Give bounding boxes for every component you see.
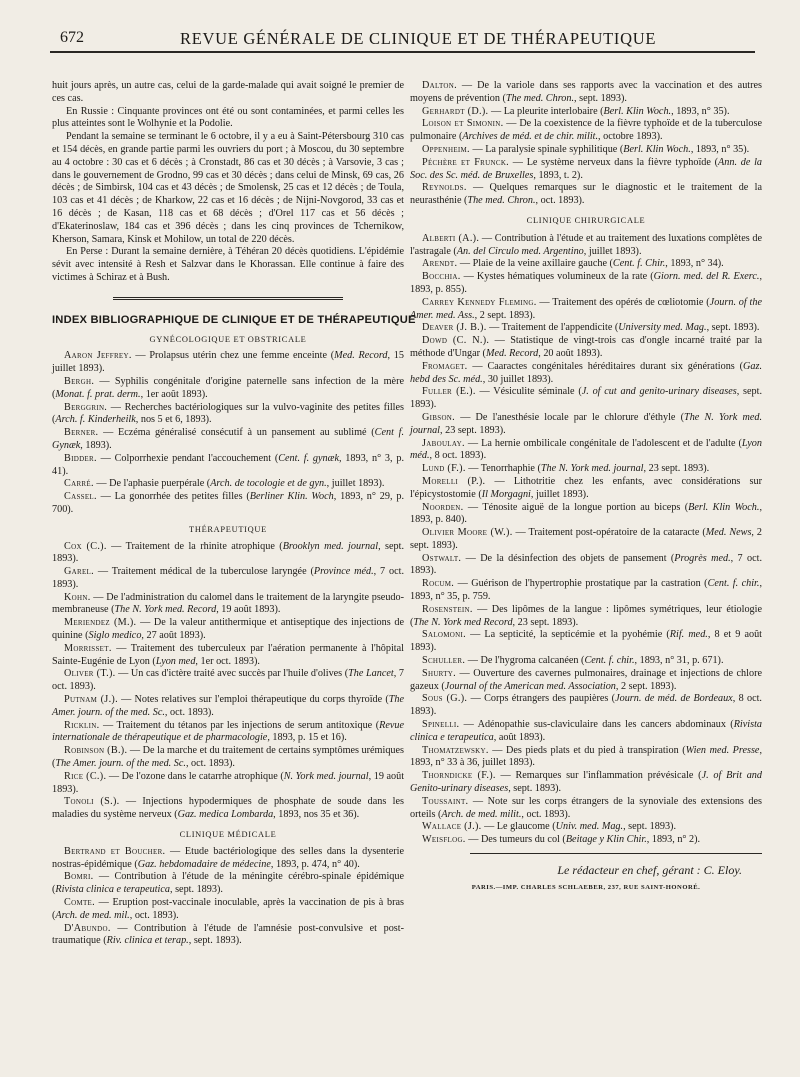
header-rule (50, 51, 755, 53)
entry-reference: , oct. 1893). (185, 758, 235, 770)
bibliography-entry (410, 476, 762, 502)
entry-reference: , 7 oct. 1893). (410, 552, 762, 577)
bibliography-entry (410, 693, 762, 719)
entry-author: Morrisset. (64, 642, 112, 654)
entry-title: — Syphilis congénitale d'origine paternelle sans infection de la mère ( (52, 375, 404, 400)
right-column (410, 80, 762, 895)
entry-reference: , 1893, p. 855). (410, 271, 762, 295)
entry-journal: Monat. f. prat. derm. (55, 388, 141, 400)
entry-author: Kohn. (64, 591, 91, 603)
bibliography-entry (410, 144, 762, 157)
entry-title: — Kystes hématiques volumineux de la rate ( (460, 271, 654, 283)
section-title: CLINIQUE CHIRURGICALE (526, 215, 646, 225)
bibliography-entry (410, 322, 762, 335)
entry-author: Oliver (T.). (64, 668, 116, 680)
entry-journal: Journal of the American med. Association (444, 680, 616, 692)
bibliography-entry (52, 376, 404, 402)
entry-journal: N. York med. journal (283, 770, 369, 782)
entry-journal: Med. Record (334, 350, 388, 362)
entry-journal: Arch. f. Kinderheilk (55, 414, 136, 426)
bibliography-entry (52, 871, 404, 897)
entry-author: Aaron Jeffrey. (64, 350, 132, 362)
entry-title: — Traitement post-opératoire de la cataracte ( (512, 527, 706, 539)
entry-title: — Contribution à l'étude de l'amnésie post-convulsive et post-traumatique ( (52, 922, 404, 947)
bibliography-entry (410, 258, 762, 271)
entry-title: — La pleurite interlobaire ( (488, 105, 604, 117)
entry-journal: Riv. clinica et terap. (106, 935, 189, 947)
entry-reference: , 1893, n° 3, p. 41). (52, 452, 404, 477)
entry-journal: Giorn. med. del R. Exerc. (653, 271, 760, 283)
entry-reference: , 7 oct. 1893). (52, 668, 404, 693)
bibliography-entry (410, 527, 762, 553)
entry-journal: Cent. f. chir. (707, 578, 760, 590)
entry-author: Gerhardt (D.). (422, 105, 489, 117)
bibliography-entry (410, 629, 762, 655)
entry-author: Garel. (64, 566, 94, 578)
entry-title: — Colporrhexie pendant l'accouchement ( (96, 452, 279, 464)
entry-reference: , sept. 1893). (52, 540, 405, 565)
running-title: REVUE GÉNÉRALE DE CLINIQUE ET DE THÉRAPEUTIQUE (180, 29, 657, 48)
entry-reference: , 1er août 1893). (140, 388, 208, 400)
entry-journal: The N. York med. journal (410, 411, 763, 436)
entry-reference: , juillet 1893). (583, 245, 642, 257)
entry-reference: , 7 oct. 1893). (52, 566, 404, 590)
entry-author: Schuller. (422, 655, 466, 667)
entry-journal: An. del Circulo med. Argentino (456, 245, 584, 257)
entry-title: — De la coexistence de la fièvre typhoïde et de la tuberculose pulmonaire ( (410, 118, 762, 143)
entry-reference: , sept. 1893). (574, 92, 627, 104)
entry-journal: Rivista clinica e terapeutica (55, 884, 170, 896)
entry-title: — De la valeur antithermique et antiseptique des injections de quinine ( (52, 617, 404, 642)
bibliography-entry (410, 361, 762, 387)
entry-author: Toussaint. (422, 795, 469, 807)
entry-title: — Recherches bactériologiques sur la vulvo-vaginite des petites filles ( (52, 401, 404, 426)
bibliography-entry (52, 402, 404, 428)
bibliography-entry (410, 386, 762, 412)
entry-title: — Tenorrhaphie ( (465, 463, 541, 475)
section-separator (113, 297, 343, 300)
entry-author: Gibson. (422, 411, 456, 423)
entry-author: Ostwalt. (422, 552, 462, 564)
bibliography-entry (52, 491, 404, 517)
entry-title: — Corps étrangers des paupières ( (467, 693, 616, 705)
bibliography-entry (410, 80, 762, 106)
entry-reference: , octobre 1893). (598, 131, 663, 143)
entry-journal: Wien med. Presse (685, 744, 760, 756)
bibliography-entry (410, 157, 762, 183)
entry-title: — Ouverture des cavernes pulmonaires, drainage et injections de chlore gazeux ( (410, 667, 762, 692)
entry-author: Berggrin. (64, 401, 108, 413)
entry-reference: , 8 oct. 1893). (410, 693, 762, 718)
entry-author: Bocchia. (422, 271, 461, 283)
bibliography-entry (410, 553, 762, 579)
entry-reference: , oct. 1893). (535, 195, 585, 207)
entry-title: — Eruption post-vaccinale inoculable, après la vaccination de pis à bras ( (52, 897, 404, 921)
bibliography-entry (52, 643, 404, 669)
bibliography-entry (52, 923, 404, 949)
entry-title: — Le système nerveux dans la fièvre typhoïde ( (509, 156, 719, 168)
bibliography-entry (410, 668, 762, 694)
page-number: 672 (60, 29, 84, 46)
entry-reference: , 1893, n° 35). (690, 143, 750, 155)
entry-reference: , 1893, n° 33 à 36, juillet 1893). (410, 744, 763, 769)
entry-journal: Siglo medico (88, 630, 142, 642)
entry-author: Shurty. (422, 667, 457, 679)
entry-title: — De l'ozone dans le catarrhe atrophique ( (106, 770, 284, 782)
entry-reference: , août 1893). (493, 731, 546, 743)
entry-journal: Med. Record (485, 347, 539, 359)
bibliography-entry (410, 745, 762, 771)
entry-author: Alberti (A.). (422, 232, 480, 244)
entry-author: Thomatzewsky. (422, 744, 489, 756)
bibliography-entry (410, 297, 762, 323)
entry-author: Putnam (J.). (64, 694, 118, 706)
entry-title: — De l'administration du calomel dans le traitement de la laryngite pseudo-membraneuse ( (52, 591, 404, 616)
bibliography-entry (52, 427, 404, 453)
entry-author: Reynolds. (422, 182, 467, 194)
entry-reference: , 2 sept. 1893). (410, 527, 762, 551)
entry-title: — Notes relatives sur l'emploi thérapeutique du corps thyroïde ( (117, 694, 389, 706)
printer-imprint: PARIS.—IMP. CHARLES SCHLAEBER, 237, RUE SAINT-HONORÉ. (471, 883, 701, 891)
entry-reference: , 1893, p. 840). (410, 501, 762, 526)
entry-reference: , sept. 1893). (706, 322, 760, 334)
entry-title: — Ténosite aiguë de la longue portion au biceps ( (463, 501, 689, 513)
entry-title: — Contribution à l'étude de la méningite cérébro-spinale épidémique ( (52, 871, 404, 896)
entry-journal: Arch. de tocologie et de gyn. (210, 478, 327, 490)
bibliography-entry (52, 668, 404, 694)
bibliography-entry (52, 541, 404, 567)
index-title: INDEX BIBLIOGRAPHIQUE DE CLINIQUE ET DE THÉRAPEUTIQUE (52, 313, 416, 326)
entry-journal: Il Morgagni (481, 488, 531, 500)
entry-journal: Gaz. medica Lombarda (177, 809, 274, 821)
entry-author: Lund (F.). (422, 463, 466, 475)
bibliography-entry (410, 463, 762, 476)
bibliography-entry (52, 694, 404, 720)
bibliography-entry (52, 897, 404, 923)
entry-journal: The N. York med. Record (114, 604, 217, 616)
bibliography-entry (410, 578, 762, 604)
entry-author: Dowd (C. N.). (422, 335, 490, 347)
entry-journal: Rif. med. (669, 629, 708, 641)
bibliography-entry (410, 796, 762, 822)
entry-title: — Traitement médical de la tuberculose laryngée ( (93, 566, 314, 578)
entry-reference: , 19 août 1893). (52, 770, 405, 795)
entry-title: — Caaractes congénitales héréditaires durant six générations ( (467, 360, 744, 372)
bibliography-entry (52, 592, 404, 618)
entry-author: Cox (C.). (64, 540, 107, 552)
entry-reference: , 1893, n° 34). (665, 258, 724, 270)
entry-title: — Etude bactériologique des selles dans la dysenterie nostras-épidémique ( (52, 845, 404, 870)
entry-author: Fromaget. (422, 360, 468, 372)
entry-title: — Le glaucome ( (481, 821, 556, 833)
entry-reference: , 1893, n° 35, p. 759. (410, 578, 762, 603)
bibliography-entry (410, 118, 762, 144)
entry-reference: , sept. 1893). (508, 783, 562, 795)
bibliography-entry (52, 453, 404, 479)
entry-reference: , 1893, n° 2). (646, 834, 701, 846)
entry-author: Morelli (P.). (422, 475, 486, 487)
entry-title: — Adénopathie sus-claviculaire dans les cancers abdominaux ( (459, 719, 734, 731)
entry-author: Bergh. (64, 375, 95, 387)
entry-journal: Brooklyn med. journal (282, 540, 379, 552)
section-title: CLINIQUE MÉDICALE (179, 830, 277, 840)
entry-reference: , 15 juillet 1893). (52, 350, 404, 375)
index-entries-surgical (410, 233, 762, 847)
bibliography-entry (52, 478, 404, 491)
entry-reference: , oct. 1893). (129, 909, 179, 921)
entry-title: — De l'aphasie puerpérale ( (93, 478, 211, 490)
entry-author: Weisflog. (422, 834, 466, 846)
entry-title: — De la variole dans ses rapports avec la vaccination et des autres moyens de prévention ( (410, 80, 762, 104)
index-entries-medical-continued (410, 80, 762, 208)
report-paragraph: En Russie : Cinquante provinces ont été ou sont contaminées, et parmi celles les plus atteintes sont le Wolhynie et la Podolie. (52, 105, 404, 130)
section-title: GYNÉCOLOGIQUE ET OBSTRICALE (149, 334, 307, 344)
entry-reference: , 8 oct. 1893). (429, 450, 487, 462)
entry-reference: , 27 août 1893). (141, 630, 206, 642)
entry-author: Sous (G.). (422, 693, 468, 705)
entry-reference: , 1893). (80, 439, 112, 451)
entry-journal: Province méd. (313, 566, 374, 578)
section-title: THÉRAPEUTIQUE (189, 524, 267, 534)
entry-author: Thorndicke (F.). (422, 770, 496, 782)
entry-reference: , 1893, nos 35 et 36). (273, 809, 360, 821)
bibliography-entry (410, 719, 762, 745)
page-header (50, 26, 755, 50)
entry-author: Carré. (64, 478, 94, 490)
entry-reference: , 1893, t. 2). (533, 169, 583, 181)
report-paragraph: Pendant la semaine se terminant le 6 octobre, il y a eu à Saint-Pétersbourg 310 cas et 154 décès, en grande partie parmi les ouvriers du port ; à Moscou, du 30 septembre au 4 octobre : 30 cas et 6 décès ; à Cronstadt, 86 cas et 30 décès ; à Varsovie, 3 cas ; dans le gouvernement de Grodno, 99 cas et 30 décès ; dans celui de Minsk, 69 cas, 26 décès ; de Simbirsk, 104 cas et 43 décès ; de Smolensk, 25 cas et 12 décès ; de Toula, 103 cas et 41 décès ; de Kharkow, 22 cas et 16 décès ; de Nijni-Novgorod, 33 cas et 16 décès ; de Kasan, 118 cas et 68 décès ; d'Orel 117 cas et 56 décès ; d'Ekaterinoslaw, 184 cas et 396 décès ; dans les cinq provinces de Tchernikow, Kherson, Samara, Kinsk et Mohilow, un total de 220 décès. (52, 131, 404, 245)
entry-author: Berner. (64, 427, 99, 439)
entry-title: — De la marche et du traitement de certains symptômes urémiques ( (52, 745, 404, 770)
entry-author: Wallace (J.). (422, 821, 482, 833)
entry-reference: , 1893, n° 29, p. 700). (52, 491, 404, 515)
index-sections-left (52, 334, 404, 949)
entry-reference: , 23 sept. 1893). (440, 424, 506, 436)
bibliography-entry (410, 834, 762, 847)
entry-title: — Injections hypodermiques de phosphate de soude dans les maladies du système nerveux ( (52, 796, 405, 821)
bibliography-entry (410, 502, 762, 528)
entry-author: Carrey Kennedy Fleming. (422, 296, 537, 308)
entry-journal: Lyon med (155, 655, 196, 667)
entry-journal: Berl. Klin Woch. (688, 501, 760, 513)
entry-author: Deaver (J. B.). (422, 322, 487, 334)
entry-title: — Traitement de l'appendicite ( (486, 322, 619, 334)
entry-reference: , 2 sept. 1893). (615, 680, 677, 692)
entry-author: Robinson (B.). (64, 745, 128, 757)
entry-author: Comte. (64, 897, 95, 909)
entry-journal: Journ. of the Amer. med. Ass. (410, 296, 762, 321)
entry-reference: , 1893, p. 474, n° 40). (270, 858, 360, 870)
entry-title: — Traitement des tuberculeux par l'aération permanente à l'hôpital Sainte-Eugénie de Lyon ( (52, 642, 404, 667)
entry-reference: , 1893, p. 15 et 16). (267, 732, 347, 744)
entry-journal: Berliner Klin. Woch (249, 491, 334, 503)
bibliography-entry (410, 604, 762, 630)
entry-author: Spinelli. (422, 719, 460, 731)
entry-title: — Note sur les corps étrangers de la synoviale des extensions des orteils ( (410, 795, 762, 820)
entry-title: — Traitement des opérés de cœliotomie ( (536, 296, 710, 308)
entry-author: Salomoni. (422, 629, 466, 641)
entry-title: — Traitement de la rhinite atrophique ( (106, 540, 283, 552)
entry-title: — De l'anesthésie locale par le chlorure d'éthyle ( (455, 411, 685, 423)
epidemic-report (52, 80, 404, 285)
entry-title: — Guérison de l'hypertrophie prostatique par la castration ( (454, 578, 708, 590)
entry-journal: The med. Chron. (505, 92, 575, 104)
entry-reference: , 1er oct. 1893). (195, 655, 260, 667)
entry-journal: The Amer. journ. of the med. Sc. (52, 694, 404, 718)
entry-reference: , 19 août 1893). (216, 604, 281, 616)
entry-journal: Beitage y Klin Chir. (565, 834, 647, 846)
entry-journal: Ann. de la Soc. des Sc. méd. de Bruxelles (410, 156, 762, 181)
entry-title: — Traitement du tétanos par les injections de serum antitoxique ( (99, 719, 380, 731)
report-paragraph: huit jours après, un autre cas, celui de la garde-malade qui avait soigné le premier de ces cas. (52, 80, 404, 104)
left-column (52, 80, 416, 948)
entry-journal: Lyon méd. (410, 437, 762, 462)
entry-title: — Prolapsus utérin chez une femme enceinte ( (131, 350, 335, 362)
entry-reference: , 30 juillet 1893). (482, 373, 554, 385)
entry-reference: , oct. 1893). (164, 706, 214, 718)
entry-journal: Gaz. hebd des Sc. méd. (410, 360, 762, 385)
editor-signature: Le rédacteur en chef, gérant : C. Eloy. (557, 863, 742, 878)
entry-author: Noorden. (422, 501, 464, 513)
entry-journal: Archives de méd. et de chir. milit. (462, 131, 599, 143)
entry-author: Arendt. (422, 258, 458, 270)
bibliography-entry (52, 566, 404, 592)
bibliography-entry (52, 617, 404, 643)
entry-journal: The N. York med. journal (540, 463, 644, 475)
entry-title: — Remarques sur l'inflammation prévésicale ( (495, 770, 702, 782)
entry-title: — La paralysie spinale syphilitique ( (469, 143, 624, 155)
entry-reference: , oct. 1893). (521, 808, 571, 820)
entry-reference: , 1893, n° 35). (671, 105, 730, 117)
entry-journal: The med. Chron. (467, 195, 536, 207)
entry-title: — Des tumeurs du col ( (465, 834, 566, 846)
bibliography-entry (52, 350, 404, 376)
entry-author: Tonoli (S.). (64, 796, 120, 808)
entry-journal: Cent. f. Chir. (612, 258, 666, 270)
entry-journal: Cent f. Gynæk (52, 427, 404, 451)
entry-author: Olivier Moore (W.). (422, 527, 513, 539)
bibliography-entry (410, 821, 762, 834)
entry-title: — Vésiculite séminale ( (475, 386, 582, 398)
entry-author: Jaboulay. (422, 437, 465, 449)
entry-author: Meriendez (M.). (64, 617, 137, 629)
entry-reference: , juillet 1893). (326, 478, 385, 490)
entry-journal: Berl. Klin Woch. (603, 105, 672, 117)
entry-title: — Des lipômes de la langue : lipômes symétriques, leur étiologie ( (410, 603, 762, 628)
entry-title: — Quelques remarques sur le diagnostic et le traitement de la neurasthénie ( (410, 182, 762, 207)
entry-title: — Plaie de la veine axillaire gauche ( (457, 258, 613, 270)
entry-journal: Revue internationale de thérapeutique et de pharmacologie (52, 719, 404, 744)
entry-journal: J. of cut and genito-urinary diseases (581, 386, 737, 398)
entry-journal: Univ. med. Mag. (555, 821, 624, 833)
bibliography-entry (52, 771, 404, 797)
entry-author: D'Abundo. (64, 922, 111, 934)
entry-journal: Progrès med. (674, 552, 731, 564)
entry-reference: , sept. 1893). (169, 884, 223, 896)
entry-title: — La hernie ombilicale congénitale de l'adolescent et de l'adulte ( (464, 437, 742, 449)
entry-author: Dalton. (422, 80, 457, 91)
entry-title: — Statistique de vingt-trois cas d'ongle incarné traité par la méthode d'Ungar ( (410, 335, 762, 359)
entry-title: — Un cas d'ictère traité avec succès par l'huile d'olives ( (115, 668, 349, 680)
entry-journal: Med. News (705, 527, 752, 539)
entry-reference: , sept. 1893). (623, 821, 676, 833)
entry-author: Bomri. (64, 871, 94, 883)
entry-reference: , 23 sept. 1893). (512, 616, 579, 628)
bibliography-entry (52, 745, 404, 771)
entry-author: Bertrand et Boucher. (64, 845, 166, 857)
entry-journal: J. of Brit and Genito-urinary diseases (410, 770, 762, 795)
entry-journal: Berl. Klin Woch. (623, 143, 691, 155)
entry-title: — Contribution à l'étude et au traitement des luxations complètes de l'astragale ( (410, 232, 762, 257)
entry-title: — La septicité, la septicémie et la pyohémie ( (465, 629, 670, 641)
entry-author: Bidder. (64, 452, 97, 464)
entry-journal: The N. York med Record (413, 616, 513, 628)
entry-title: — Des pieds plats et du pied à transpiration ( (488, 744, 686, 756)
entry-reference: , sept. 1893). (410, 386, 762, 411)
report-paragraph: En Perse : Durant la semaine dernière, à Téhéran 20 décès quotidiens. L'épidémie sévit avec intensité à Resh et Salzvar dans le Khorassan. Elle continue à faire des victimes à Schiraz et à Bush. (52, 246, 404, 283)
entry-author: Ricklin. (64, 719, 100, 731)
entry-reference: , 20 août 1893). (538, 347, 603, 359)
entry-title: — De l'hygroma calcanéen ( (465, 655, 585, 667)
entry-journal: University med. Mag. (618, 322, 707, 334)
bibliography-entry (410, 106, 762, 119)
entry-journal: Gaz. hebdomadaire de médecine (137, 858, 271, 870)
signature-rule (470, 853, 762, 854)
entry-reference: , 1893, n° 31, p. 671). (634, 655, 724, 667)
entry-journal: Arch. de med. mil. (55, 909, 130, 921)
entry-author: Loison et Simonin. (422, 118, 504, 130)
entry-reference: , nos 5 et 6, 1893). (135, 414, 212, 426)
entry-title: — Lithotritie chez les enfants, avec considérations sur l'épicystostomie ( (410, 475, 762, 500)
bibliography-entry (410, 770, 762, 796)
bibliography-entry (410, 233, 762, 259)
entry-author: Rosenstein. (422, 603, 473, 615)
bibliography-entry (410, 335, 762, 361)
entry-title: — La gonorrhée des petites filles ( (96, 491, 250, 503)
entry-journal: Rivista clinica e terapeutica (410, 719, 762, 743)
entry-author: Péchère et Frunck. (422, 156, 510, 168)
entry-author: Oppenheim. (422, 143, 470, 155)
entry-reference: , juillet 1893). (530, 488, 589, 500)
bibliography-entry (52, 796, 404, 822)
entry-journal: Cent. f. chir. (584, 655, 635, 667)
entry-reference: , 8 et 9 août 1893). (410, 629, 763, 654)
bibliography-entry (52, 720, 404, 746)
entry-reference: , sept. 1893). (188, 935, 242, 947)
bibliography-entry (410, 438, 762, 464)
bibliography-entry (410, 655, 762, 668)
entry-journal: Cent. f. gynæk (278, 452, 339, 464)
entry-author: Fuller (E.). (422, 386, 476, 398)
entry-title: — De la désinfection des objets de pansement ( (461, 552, 675, 564)
entry-reference: , 23 sept. 1893). (643, 463, 710, 475)
entry-journal: The Amer. journ. of the med. Sc. (55, 758, 186, 770)
entry-reference: , 2 sept. 1893). (474, 309, 536, 321)
entry-author: Rocum. (422, 578, 455, 590)
entry-author: Rice (C.). (64, 770, 107, 782)
bibliography-entry (52, 846, 404, 872)
bibliography-entry (410, 412, 762, 438)
bibliography-entry (410, 271, 762, 297)
entry-title: — Eczéma généralisé consécutif à un pansement au sublimé ( (98, 427, 375, 439)
bibliography-entry (410, 182, 762, 208)
entry-journal: Journ. de méd. de Bordeaux (615, 693, 733, 705)
entry-journal: The Lancet (348, 668, 394, 680)
entry-author: Cassel. (64, 491, 97, 503)
entry-journal: Arch. de med. milit. (441, 808, 522, 820)
